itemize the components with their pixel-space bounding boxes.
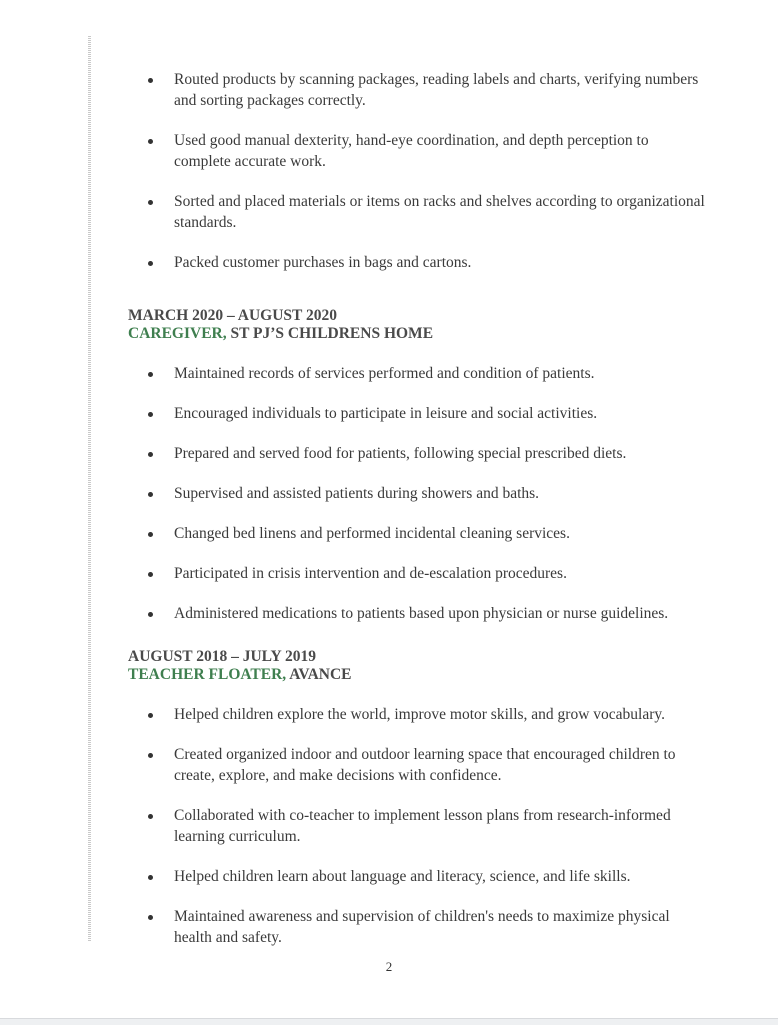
bullet-text: Helped children learn about language and literacy, science, and life skills. xyxy=(174,868,631,885)
bullet-dot-icon xyxy=(148,875,153,880)
bullet-dot-icon xyxy=(148,814,153,819)
job-dates: AUGUST 2018 – JULY 2019 xyxy=(128,648,317,665)
page-number: 2 xyxy=(385,959,393,974)
teacher-floater-bullets xyxy=(128,704,708,948)
list-item xyxy=(128,603,708,624)
list-item xyxy=(128,69,708,111)
job-company: ST PJ’S CHILDRENS HOME xyxy=(226,325,434,342)
bullet-text: Changed bed linens and performed incidental cleaning services. xyxy=(174,525,570,542)
list-item xyxy=(128,563,708,584)
margin-rule xyxy=(88,36,91,942)
bullet-text: Prepared and served food for patients, following special prescribed diets. xyxy=(174,445,627,462)
job-header-teacher-floater xyxy=(128,648,708,684)
job-company: AVANCE xyxy=(286,666,352,683)
document-page-content xyxy=(128,69,708,948)
previous-job-bullets xyxy=(128,69,708,273)
job-header-caregiver xyxy=(128,307,708,343)
list-item xyxy=(128,523,708,544)
list-item xyxy=(128,704,708,725)
job-title: CAREGIVER, xyxy=(128,325,227,342)
bullet-dot-icon xyxy=(148,78,153,83)
bullet-text: Created organized indoor and outdoor learning space that encouraged children to create, explore, and make decisions with confidence. xyxy=(174,746,676,784)
bullet-dot-icon xyxy=(148,452,153,457)
bullet-text: Supervised and assisted patients during showers and baths. xyxy=(174,485,540,502)
job-title: TEACHER FLOATER, xyxy=(128,666,287,683)
job-dates: MARCH 2020 – AUGUST 2020 xyxy=(128,307,337,324)
list-item xyxy=(128,744,708,786)
bullet-dot-icon xyxy=(148,753,153,758)
bullet-text: Maintained awareness and supervision of children's needs to maximize physical health and safety. xyxy=(174,908,670,946)
bullet-text: Routed products by scanning packages, reading labels and charts, verifying numbers and sorting packages correctly. xyxy=(174,71,699,109)
bullet-text: Collaborated with co-teacher to implement lesson plans from research-informed learning curriculum. xyxy=(174,807,671,845)
list-item xyxy=(128,805,708,847)
bullet-dot-icon xyxy=(148,713,153,718)
list-item xyxy=(128,363,708,384)
bullet-dot-icon xyxy=(148,532,153,537)
bullet-dot-icon xyxy=(148,572,153,577)
caregiver-bullets xyxy=(128,363,708,624)
list-item xyxy=(128,906,708,948)
bullet-text: Used good manual dexterity, hand-eye coordination, and depth perception to complete accurate work. xyxy=(174,132,649,170)
bullet-text: Participated in crisis intervention and de-escalation procedures. xyxy=(174,565,567,582)
bullet-dot-icon xyxy=(148,261,153,266)
bullet-text: Packed customer purchases in bags and cartons. xyxy=(174,254,472,271)
bullet-dot-icon xyxy=(148,200,153,205)
job-title-row xyxy=(128,666,708,684)
bullet-dot-icon xyxy=(148,372,153,377)
list-item xyxy=(128,403,708,424)
list-item xyxy=(128,252,708,273)
bullet-dot-icon xyxy=(148,612,153,617)
bullet-dot-icon xyxy=(148,412,153,417)
list-item xyxy=(128,443,708,464)
bullet-text: Maintained records of services performed and condition of patients. xyxy=(174,365,595,382)
bullet-dot-icon xyxy=(148,492,153,497)
bullet-text: Sorted and placed materials or items on racks and shelves according to organizational standards. xyxy=(174,193,705,231)
list-item xyxy=(128,130,708,172)
bullet-text: Encouraged individuals to participate in leisure and social activities. xyxy=(174,405,598,422)
bullet-text: Administered medications to patients based upon physician or nurse guidelines. xyxy=(174,605,669,622)
bullet-dot-icon xyxy=(148,915,153,920)
job-title-row xyxy=(128,325,708,343)
bullet-text: Helped children explore the world, improve motor skills, and grow vocabulary. xyxy=(174,706,665,723)
bullet-dot-icon xyxy=(148,139,153,144)
list-item xyxy=(128,866,708,887)
list-item xyxy=(128,191,708,233)
list-item xyxy=(128,483,708,504)
